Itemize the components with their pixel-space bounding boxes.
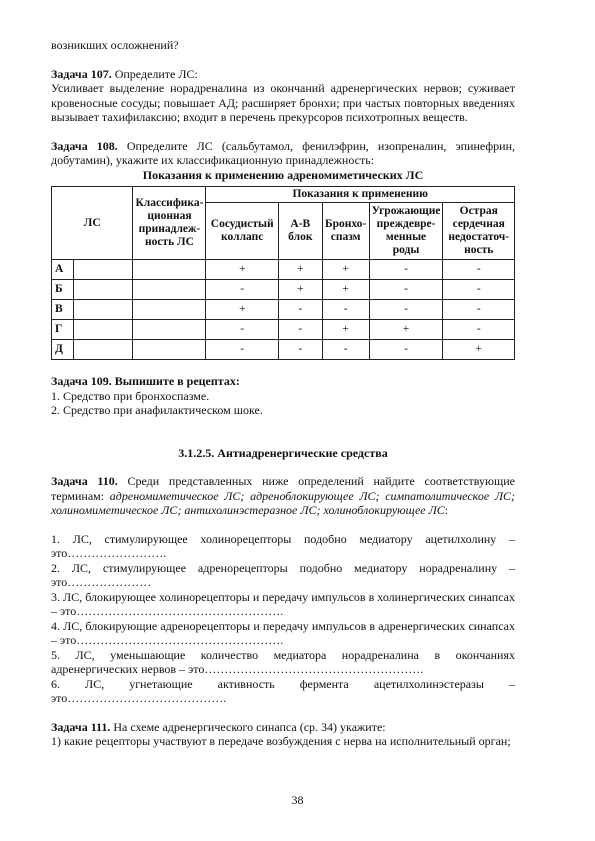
task-111-lead: На схеме адренергического синапса (ср. 34) укажите: [110, 719, 386, 734]
task-107 [51, 67, 515, 125]
table-cell: - [369, 300, 443, 320]
sub-header: Острая сердечная недостаточ-ность [443, 203, 515, 260]
col-header-ls: ЛС [52, 187, 133, 260]
table-row [52, 300, 515, 320]
row-label: Б [52, 280, 74, 300]
col-header-indications: Показания к применению [206, 187, 515, 203]
task-110-item: 4. ЛС, блокирующие адренорецепторы и передачу импульсов в адренергических синапсах – это……………………………………………. [51, 618, 515, 647]
table-cell: - [443, 320, 515, 340]
task-108-title: Задача 108. [51, 138, 118, 153]
sub-header: Угрожающие преждевре-менные роды [369, 203, 443, 260]
table-cell-empty [74, 260, 133, 280]
table-cell: + [206, 300, 279, 320]
task-109-item: 1. Средство при бронхоспазме. [51, 388, 210, 403]
table-cell-empty [133, 300, 206, 320]
task-110-title: Задача 110. [51, 474, 118, 488]
indications-table [51, 186, 515, 360]
table-cell: - [206, 340, 279, 360]
task-108-body: Определите ЛС (сальбутамол, фенилэфрин, изопреналин, эпинефрин, добутамин), укажите их классификационную принадлежность: [51, 138, 515, 167]
sub-header: Бронхо-спазм [322, 203, 369, 260]
task-109-title: Задача 109. Выпишите в рецептах: [51, 374, 240, 388]
col-header-class: Классифика-ционная принадлеж-ность ЛС [133, 187, 206, 260]
table-cell: - [369, 280, 443, 300]
table-cell: - [369, 260, 443, 280]
task-111 [51, 720, 515, 749]
table-cell: - [206, 320, 279, 340]
table-cell-empty [133, 260, 206, 280]
task-107-lead: Определите ЛС: [111, 66, 198, 81]
row-label: А [52, 260, 74, 280]
table-cell: - [443, 260, 515, 280]
task-110-item: 5. ЛС, уменьшающие количество медиатора норадреналина в окончаниях адренергических нервов – это………………………………………………. [51, 647, 515, 676]
task-110-item: 2. ЛС, стимулирующее адренорецепторы подобно медиатору норадреналину – это………………… [51, 560, 515, 589]
page-number: 38 [291, 793, 304, 807]
section-heading: 3.1.2.5. Антиадренергические средства [178, 445, 388, 460]
table-row [52, 260, 515, 280]
table-row [52, 340, 515, 360]
task-109 [51, 374, 515, 418]
row-label: В [52, 300, 74, 320]
table-cell: + [278, 280, 322, 300]
task-111-title: Задача 111. [51, 719, 111, 734]
table-cell: + [278, 260, 322, 280]
task-110-lead: Среди представленных ниже определений найдите соответствующие терминам: [51, 474, 516, 503]
table-cell: - [322, 340, 369, 360]
table-cell-empty [74, 300, 133, 320]
document-page [51, 38, 515, 749]
table-cell: + [322, 260, 369, 280]
table-cell-empty [133, 340, 206, 360]
table-cell: + [322, 280, 369, 300]
task-110-item: 1. ЛС, стимулирующее холинорецепторы подобно медиатору ацетилхолину – это……………………. [51, 531, 515, 560]
table-cell: - [278, 340, 322, 360]
row-label: Д [52, 340, 74, 360]
task-110: Задача 110. Среди представленных ниже определений найдите соответствующие терминам: адреномиметическое ЛС; адреноблокирующее ЛС; симпатолитическое ЛС; холиномиметическое ЛС; антихолинэстеразное ЛС; холиноблокирующее ЛС: 1. ЛС, стимулирующее холинорецепторы подобно медиатору ацетилхолину – это……………………. 2. ЛС, стимулирующее адренорецепторы подобно медиатору норадреналину – это………………… 3. ЛС, блокирующее холинорецепторы и передачу импульсов в холинергических синапсах – это……………………………………………. 4. ЛС, блокирующие адренорецепторы и передачу импульсов в адренергических синапсах – это……………………………………………. 5. ЛС, уменьшающие количество медиатора норадреналина в окончаниях адренергических нервов – это………………………………………………. 6. ЛС, угнетающие активность фермента ацетилхолинэстеразы – это…………………………………. [51, 474, 516, 705]
table-cell-empty [74, 320, 133, 340]
table-cell: + [443, 340, 515, 360]
table-cell: - [443, 280, 515, 300]
table-cell-empty [74, 340, 133, 360]
table-row [52, 280, 515, 300]
row-label: Г [52, 320, 74, 340]
table-title: Показания к применению адреномиметических ЛС [142, 167, 424, 182]
table-cell: + [206, 260, 279, 280]
table-cell: - [278, 320, 322, 340]
table-cell: - [278, 300, 322, 320]
table-cell: - [322, 300, 369, 320]
table-cell-empty [133, 280, 206, 300]
table-cell-empty [74, 280, 133, 300]
table-cell: + [369, 320, 443, 340]
task-110-item: 3. ЛС, блокирующее холинорецепторы и передачу импульсов в холинергических синапсах – это……………………………………………. [51, 589, 515, 618]
table-cell: - [443, 300, 515, 320]
table-cell: + [322, 320, 369, 340]
continued-text: возникших осложнений? [51, 38, 179, 52]
task-110-item: 6. ЛС, угнетающие активность фермента ацетилхолинэстеразы – это…………………………………. [51, 676, 515, 705]
table-cell: - [369, 340, 443, 360]
task-109-item: 2. Средство при анафилактическом шоке. [51, 403, 263, 417]
task-107-body: Усиливает выделение норадреналина из окончаний адренергических нервов; суживает кровеносные сосуды; повышает АД; расширяет бронхи; при частых повторных введениях вызывает тахифилаксию; входит в перечень прекурсоров психотропных веществ. [51, 81, 515, 124]
task-110-terms: адреномиметическое ЛС; адреноблокирующее ЛС; симпатолитическое ЛС; холиномиметическое ЛС; антихолинэстеразное ЛС; холиноблокирующее ЛС [51, 488, 515, 517]
sub-header: Сосудистый коллапс [206, 203, 279, 260]
task-107-title: Задача 107. [51, 66, 112, 81]
sub-header: А-В блок [278, 203, 322, 260]
table-cell: - [206, 280, 279, 300]
task-111-item: 1) какие рецепторы участвуют в передаче возбуждения с нерва на исполнительный орган; [51, 734, 511, 748]
task-108 [51, 139, 515, 361]
table-cell-empty [133, 320, 206, 340]
table-row [52, 320, 515, 340]
